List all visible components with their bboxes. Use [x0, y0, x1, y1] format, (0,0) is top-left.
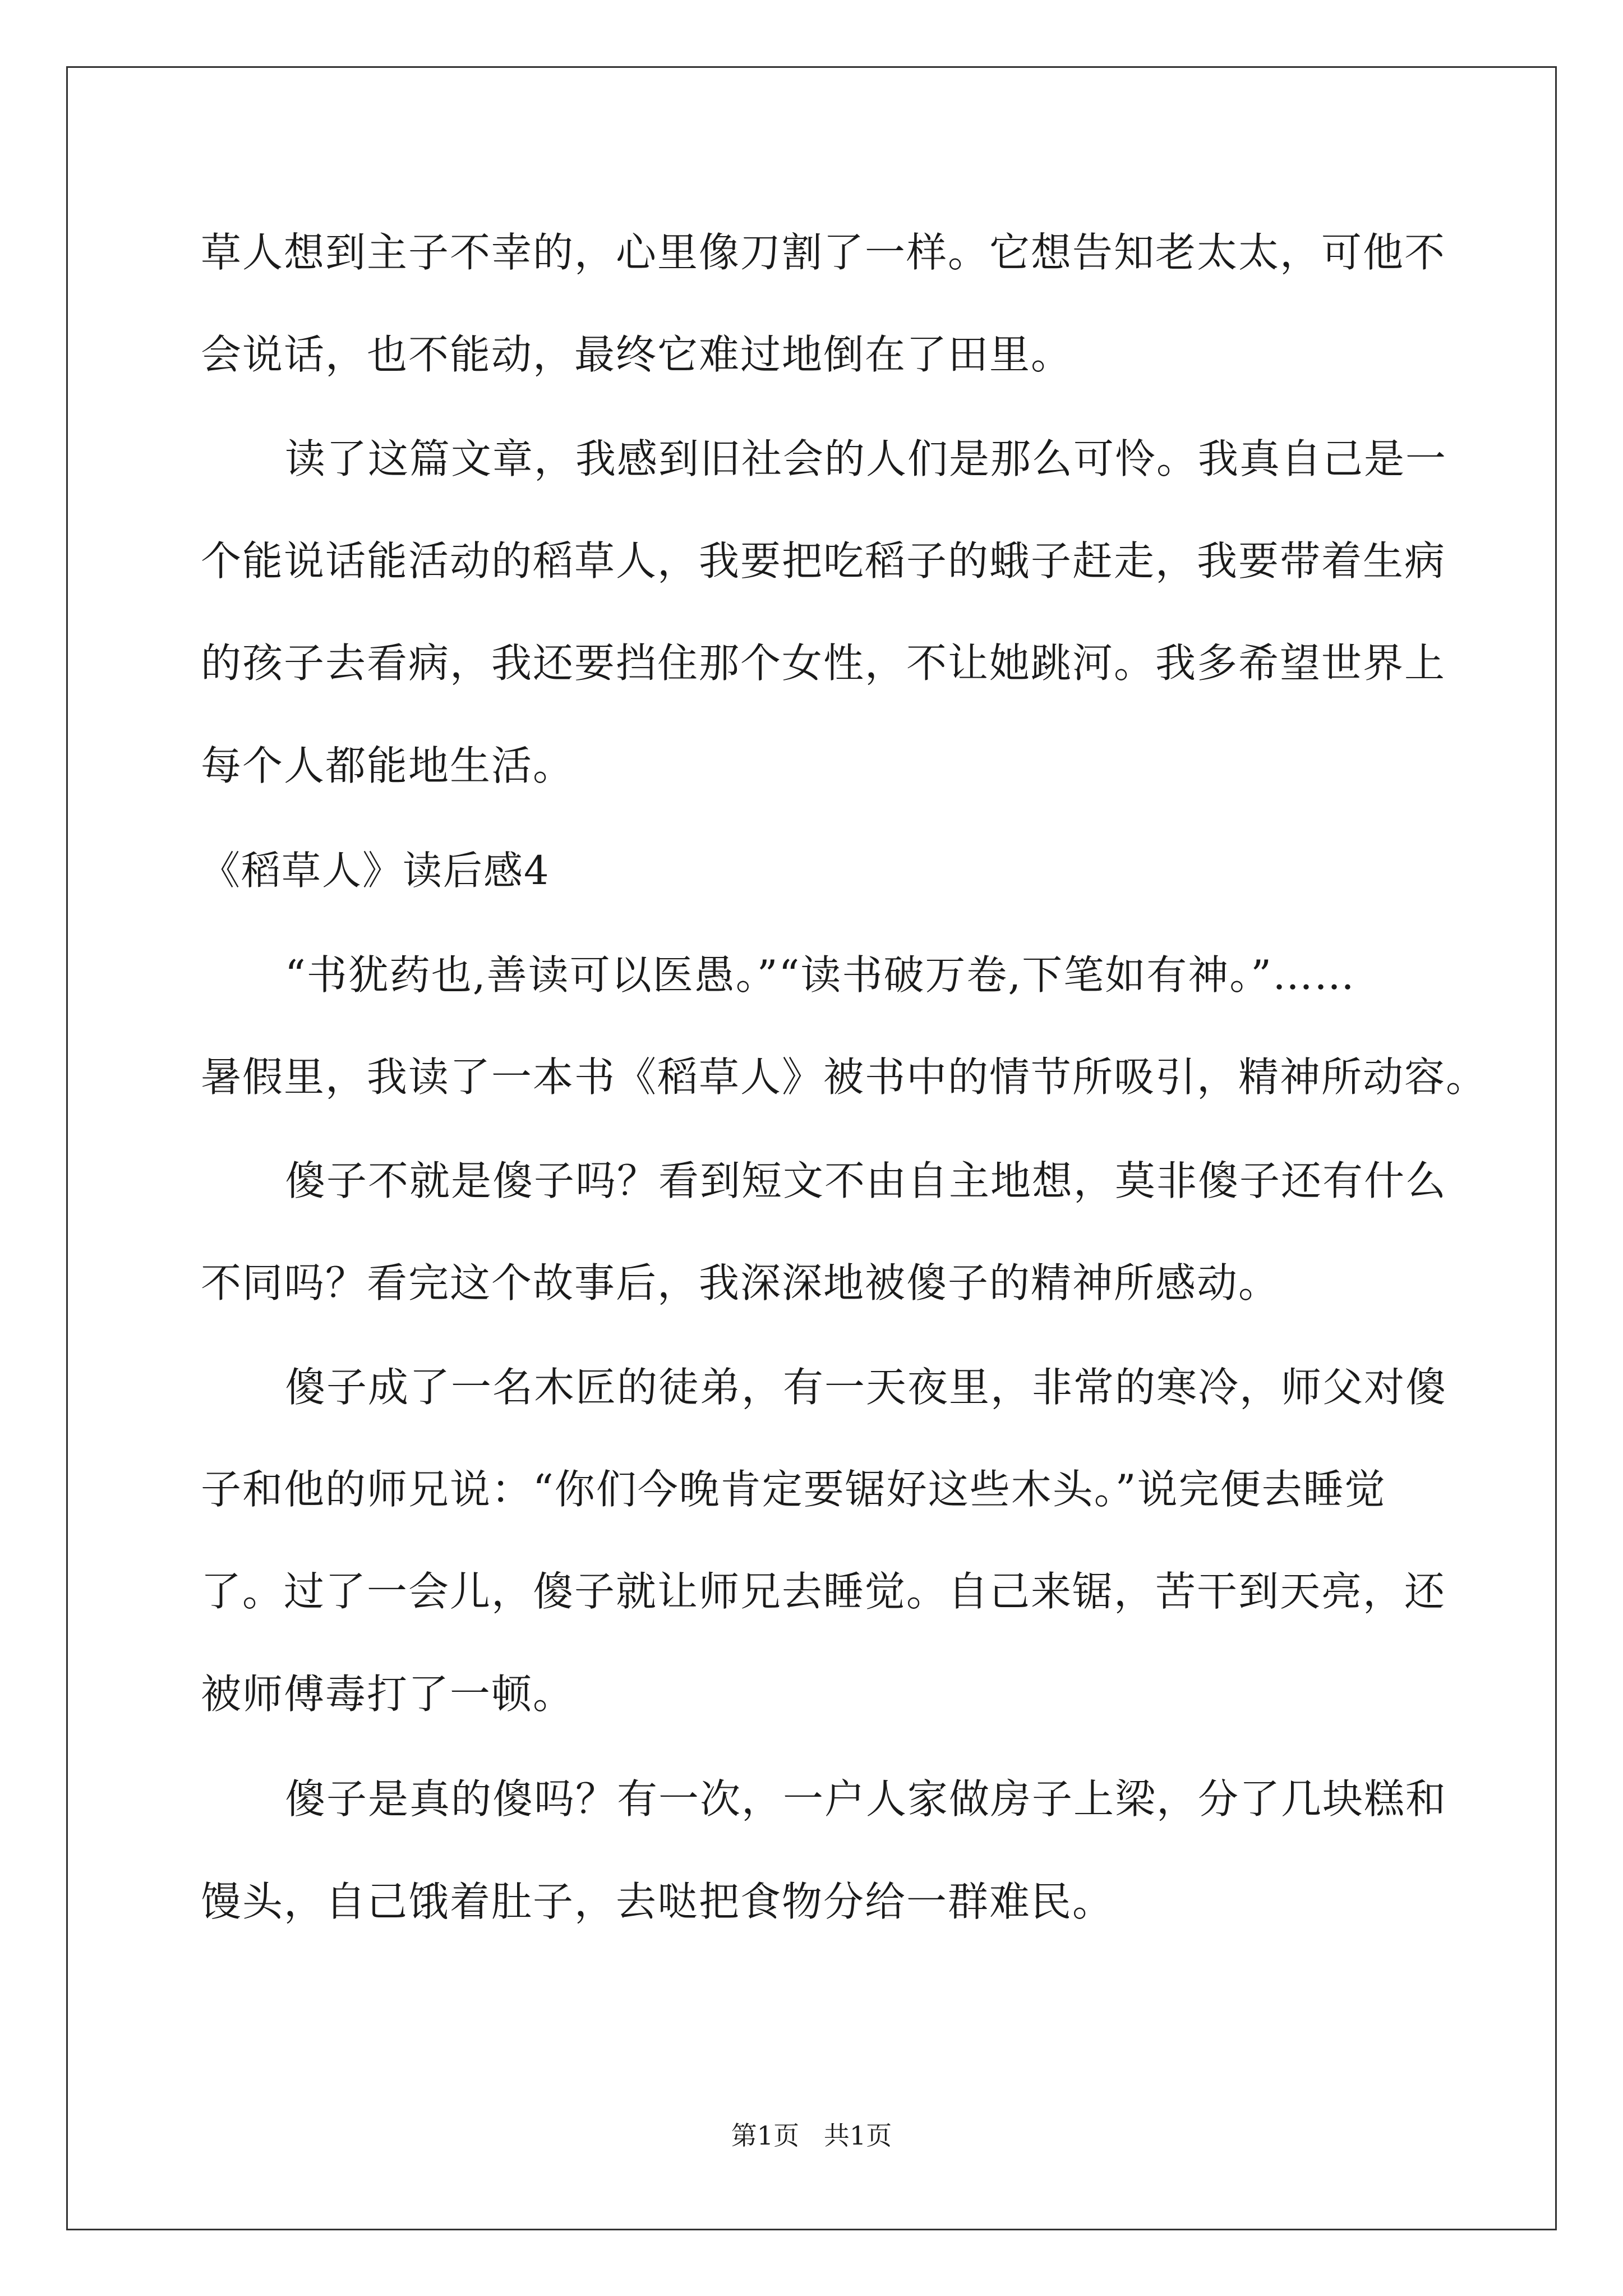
text-line: 每个人都能地生活。	[201, 742, 575, 789]
text-line: 个能说话能活动的稻草人，我要把吃稻子的蛾子赶走，我要带着生病	[201, 537, 1446, 585]
text-line: 被师傅毒打了一顿。	[201, 1671, 575, 1718]
paragraph-start-line: 傻子成了一名木匠的徒弟，有一天夜里，非常的寒冷，师父对傻	[285, 1364, 1447, 1411]
text-line: 草人想到主子不幸的，心里像刀割了一样。它想告知老太太，可他不	[201, 229, 1446, 276]
text-line: 子和他的师兄说：“你们今晚肯定要锯好这些木头。”说完便去睡觉	[201, 1466, 1386, 1513]
text-line: 的孩子去看病，我还要挡住那个女性，不让她跳河。我多希望世界上	[201, 639, 1446, 687]
paragraph-start-line: “书犹药也,善读可以医愚。”“读书破万卷,下笔如有神。”……	[285, 951, 1356, 999]
text-line: 会说话，也不能动，最终它难过地倒在了田里。	[201, 331, 1073, 378]
section-heading: 《稻草人》读后感4	[201, 848, 550, 894]
text-line: 不同吗？看完这个故事后，我深深地被傻子的精神所感动。	[201, 1259, 1280, 1306]
paragraph-start-line: 读了这篇文章，我感到旧社会的人们是那么可怜。我真自己是一	[285, 435, 1447, 482]
text-line: 了。过了一会儿，傻子就让师兄去睡觉。自己来锯，苦干到天亮，还	[201, 1568, 1446, 1615]
paragraph-start-line: 傻子不就是傻子吗？看到短文不由自主地想，莫非傻子还有什么	[285, 1157, 1447, 1204]
paragraph-start-line: 傻子是真的傻吗？有一次，一户人家做房子上梁，分了几块糕和	[285, 1775, 1447, 1823]
text-line: 暑假里，我读了一本书《稻草人》被书中的情节所吸引，精神所动容。	[201, 1053, 1488, 1101]
text-line: 馒头，自己饿着肚子，去哒把食物分给一群难民。	[201, 1878, 1114, 1925]
page-number-footer: 第1页 共1页	[731, 2120, 892, 2151]
